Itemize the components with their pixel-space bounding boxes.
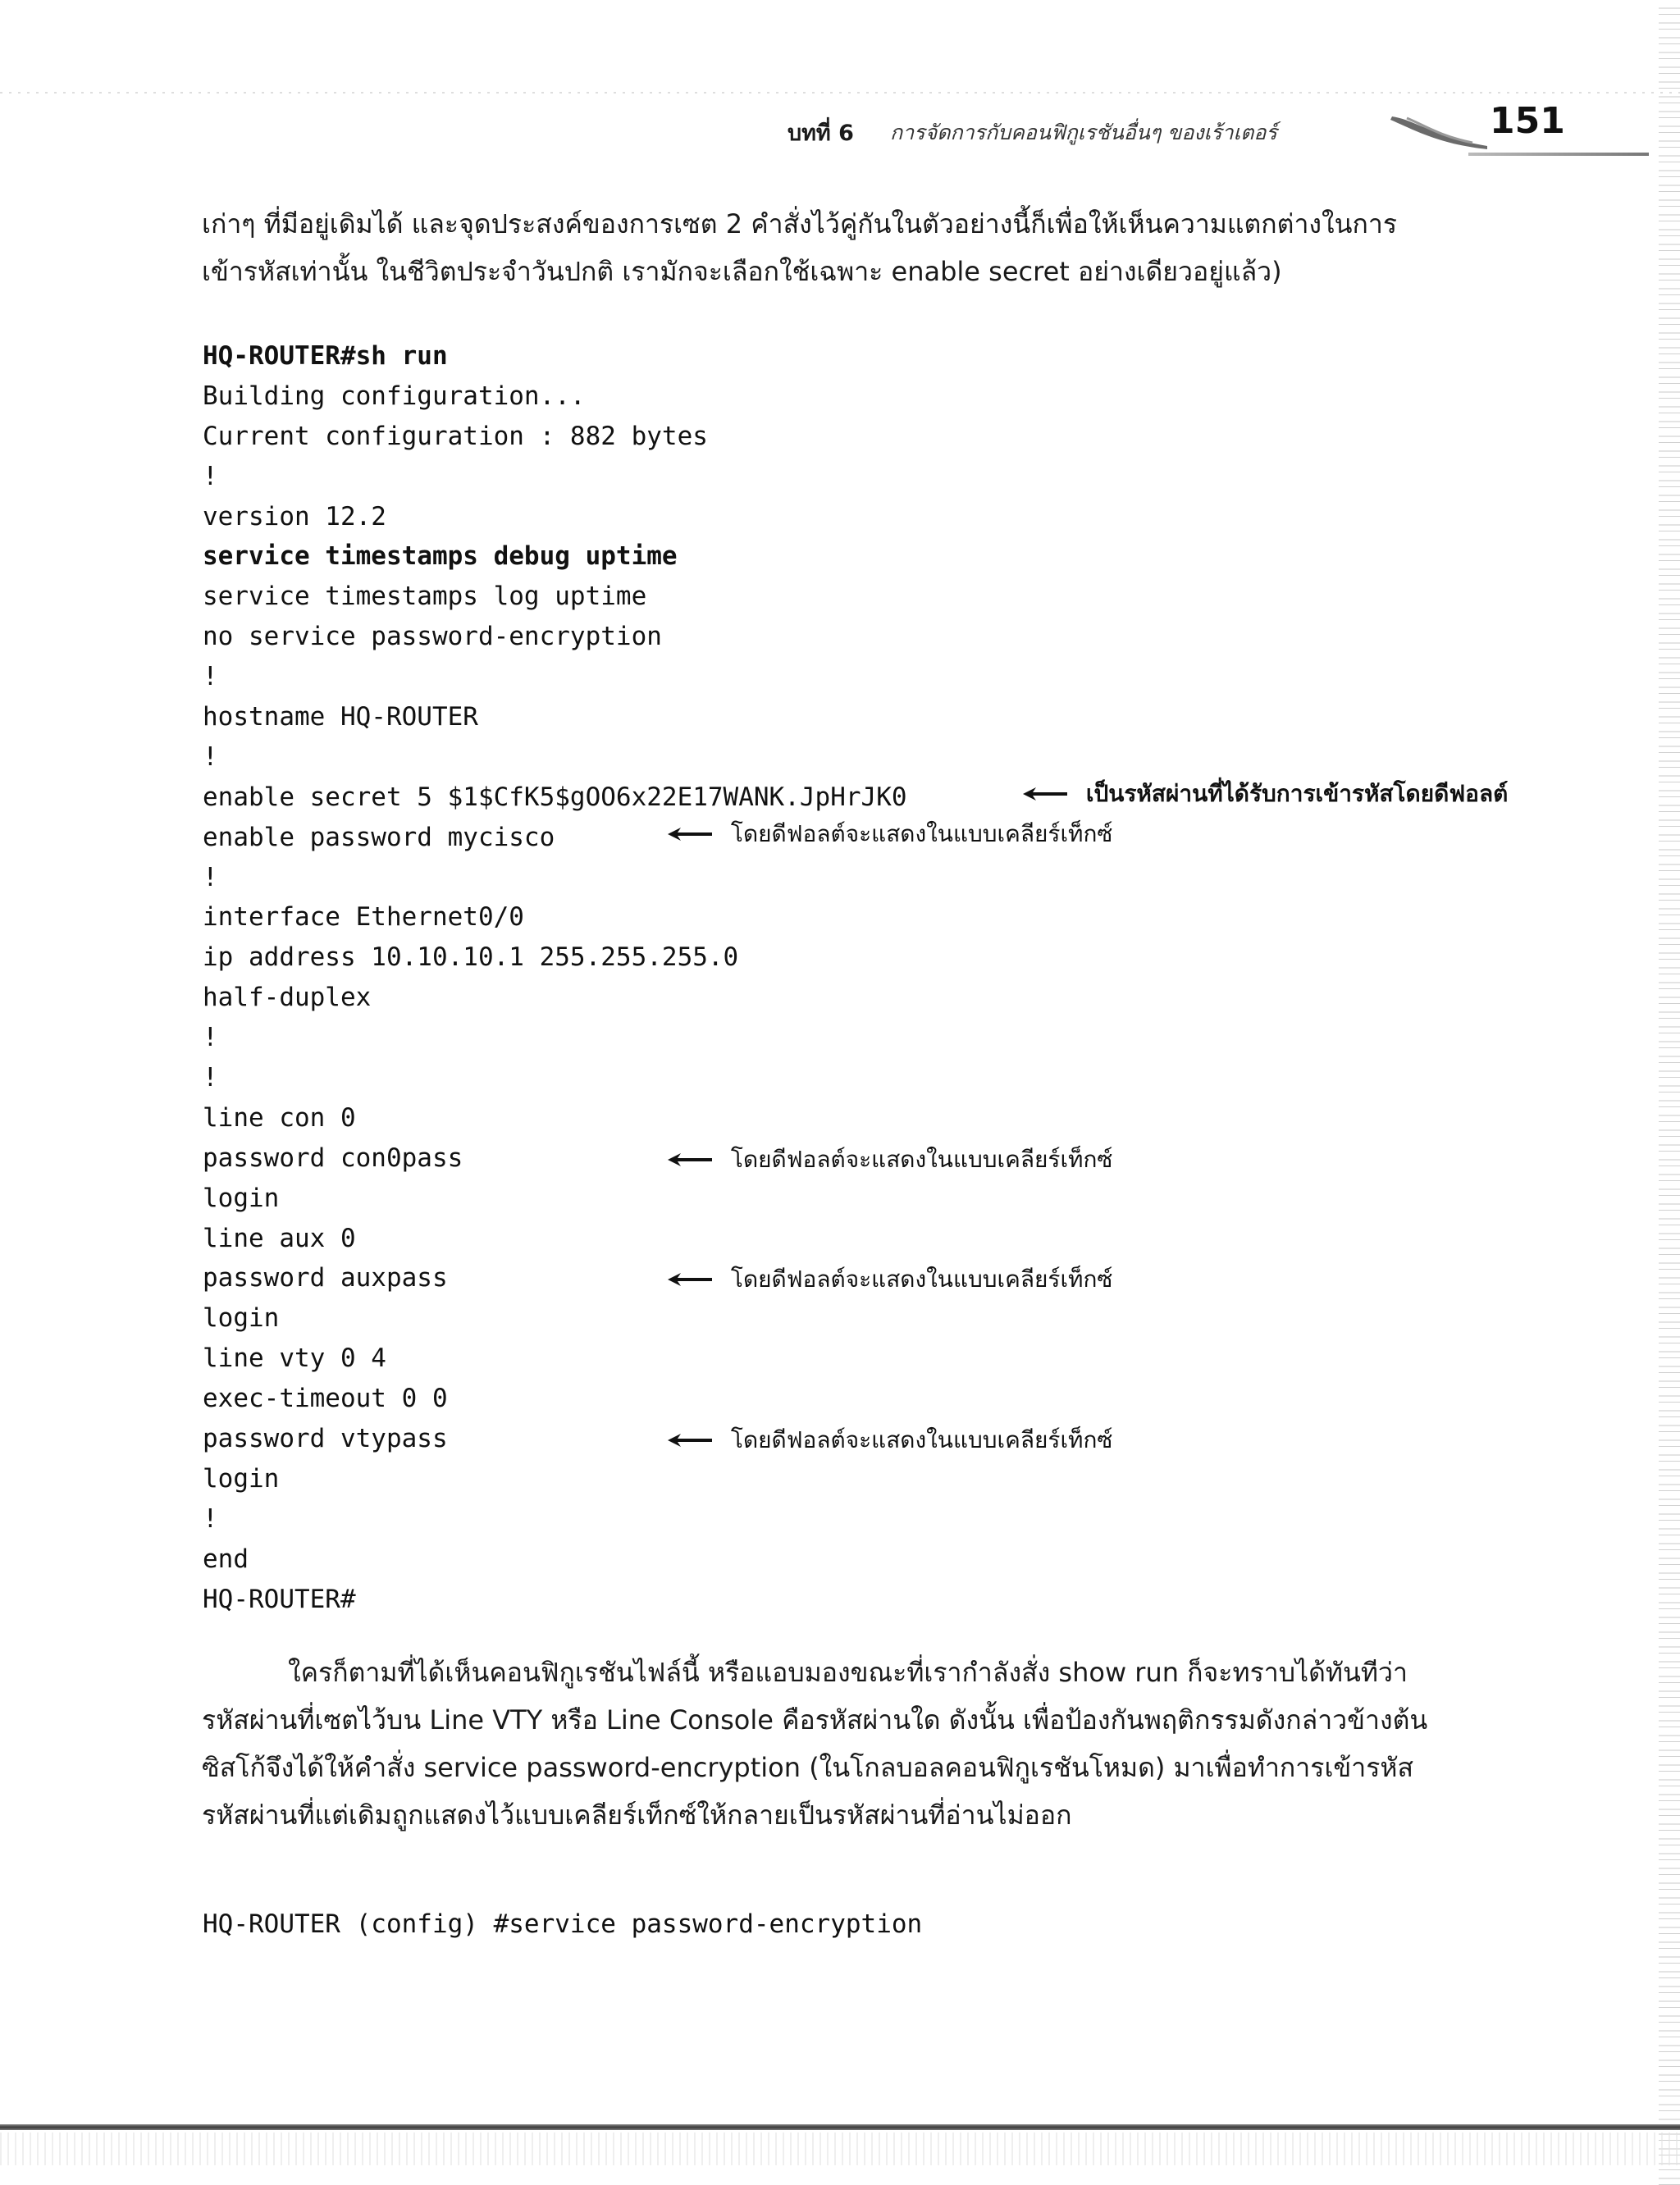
page-number: 151 bbox=[1490, 100, 1565, 142]
code-line: login bbox=[203, 1183, 280, 1213]
annotation-enable-secret bbox=[1021, 776, 1508, 809]
code-line: Building configuration... bbox=[203, 381, 586, 411]
code-line: enable secret 5 $1$CfK5$gOO6x22E17WANK.JpHrJK0 bbox=[203, 782, 907, 812]
code-line: password auxpass bbox=[203, 1263, 448, 1293]
code-line: line con 0 bbox=[203, 1102, 356, 1133]
code-line: ! bbox=[203, 741, 218, 772]
annotation-text: โดยดีฟอลต์จะแสดงในแบบเคลียร์เท็กซ์ bbox=[730, 1426, 1113, 1453]
code-line: service timestamps log uptime bbox=[203, 582, 647, 612]
code-line: service timestamps debug uptime bbox=[203, 541, 678, 572]
annotation-text: โดยดีฟอลต์จะแสดงในแบบเคลียร์เท็กซ์ bbox=[730, 820, 1113, 847]
code-line: login bbox=[203, 1303, 280, 1334]
code-line: login bbox=[203, 1463, 280, 1494]
scan-edge-noise bbox=[1659, 0, 1680, 2185]
code-line: password vtypass bbox=[203, 1424, 448, 1454]
annotation-aux-password bbox=[666, 1261, 1112, 1294]
code-line: no service password-encryption bbox=[203, 622, 662, 652]
annotation-enable-password bbox=[666, 816, 1112, 849]
annotation-con-password bbox=[666, 1142, 1112, 1175]
code-line: ! bbox=[203, 1023, 218, 1053]
code-line: Current configuration : 882 bytes bbox=[203, 421, 708, 451]
code-line: HQ-ROUTER# bbox=[203, 1584, 356, 1614]
intro-paragraph bbox=[202, 200, 1531, 295]
left-arrow-icon bbox=[666, 825, 714, 843]
code-line: line aux 0 bbox=[203, 1223, 356, 1253]
left-arrow-icon bbox=[1021, 785, 1069, 803]
explanation-paragraph bbox=[202, 1649, 1531, 1839]
paragraph-line: เก่าๆ ที่มีอยู่เดิมได้ และจุดประสงค์ของการเซต 2 คำสั่งไว้คู่กันในตัวอย่างนี้ก็เพื่อให้เห็นความแตกต่างในการ bbox=[202, 208, 1398, 239]
header-swoosh-icon bbox=[1390, 113, 1489, 149]
code-line: hostname HQ-ROUTER bbox=[203, 702, 478, 732]
code-line: line vty 0 4 bbox=[203, 1343, 386, 1374]
code-line: end bbox=[203, 1544, 249, 1574]
left-arrow-icon bbox=[666, 1270, 714, 1289]
running-header bbox=[788, 100, 1657, 154]
paragraph-line: รหัสผ่านที่เซตไว้บน Line VTY หรือ Line Console คือรหัสผ่านใด ดังนั้น เพื่อป้องกันพฤติกรรมดังกล่าวข้างต้น bbox=[202, 1704, 1428, 1736]
left-arrow-icon bbox=[666, 1151, 714, 1169]
scan-footer-specks bbox=[0, 2133, 1680, 2165]
code-line: ! bbox=[203, 862, 218, 892]
code-line: ! bbox=[203, 1503, 218, 1534]
config-command: HQ-ROUTER (config) #service password-encryption bbox=[203, 1909, 923, 1939]
left-arrow-icon bbox=[666, 1431, 714, 1449]
code-line: ! bbox=[203, 461, 218, 491]
scan-top-specks bbox=[0, 92, 1680, 94]
code-line: ! bbox=[203, 662, 218, 692]
chapter-label: บทที่ 6 bbox=[788, 121, 854, 146]
annotation-text: โดยดีฟอลต์จะแสดงในแบบเคลียร์เท็กซ์ bbox=[730, 1146, 1113, 1173]
footer-rule bbox=[0, 2124, 1680, 2130]
paragraph-line: ซิสโก้จึงได้ให้คำสั่ง service password-encryption (ในโกลบอลคอนฟิกูเรชันโหมด) มาเพื่อทำการเข้ารหัส bbox=[202, 1752, 1414, 1783]
paragraph-line: รหัสผ่านที่แต่เดิมถูกแสดงไว้แบบเคลียร์เท็กซ์ให้กลายเป็นรหัสผ่านที่อ่านไม่ออก bbox=[202, 1800, 1072, 1831]
annotation-vty-password bbox=[666, 1422, 1112, 1455]
paragraph-line: เข้ารหัสเท่านั้น ในชีวิตประจำวันปกติ เรามักจะเลือกใช้เฉพาะ enable secret อย่างเดียวอยู่แล้ว) bbox=[202, 256, 1282, 287]
code-line: half-duplex bbox=[203, 983, 372, 1013]
paragraph-line: ใครก็ตามที่ได้เห็นคอนฟิกูเรชันไฟล์นี้ หรือแอบมองขณะที่เรากำลังสั่ง show run ก็จะทราบได้ทันทีว่า bbox=[288, 1657, 1408, 1688]
code-line: exec-timeout 0 0 bbox=[203, 1384, 448, 1414]
annotation-text: เป็นรหัสผ่านที่ได้รับการเข้ารหัสโดยดีฟอลต์ bbox=[1085, 780, 1509, 807]
code-line: HQ-ROUTER#sh run bbox=[203, 341, 448, 371]
annotation-text: โดยดีฟอลต์จะแสดงในแบบเคลียร์เท็กซ์ bbox=[730, 1266, 1113, 1293]
code-line: enable password mycisco bbox=[203, 822, 555, 852]
code-line: interface Ethernet0/0 bbox=[203, 902, 524, 933]
code-line: ! bbox=[203, 1063, 218, 1093]
code-line: version 12.2 bbox=[203, 501, 386, 531]
code-line: password con0pass bbox=[203, 1143, 463, 1173]
header-rule bbox=[1468, 153, 1649, 156]
chapter-title: การจัดการกับคอนฟิกูเรชันอื่นๆ ของเร้าเตอร์ bbox=[890, 121, 1277, 144]
code-line: ip address 10.10.10.1 255.255.255.0 bbox=[203, 942, 739, 973]
